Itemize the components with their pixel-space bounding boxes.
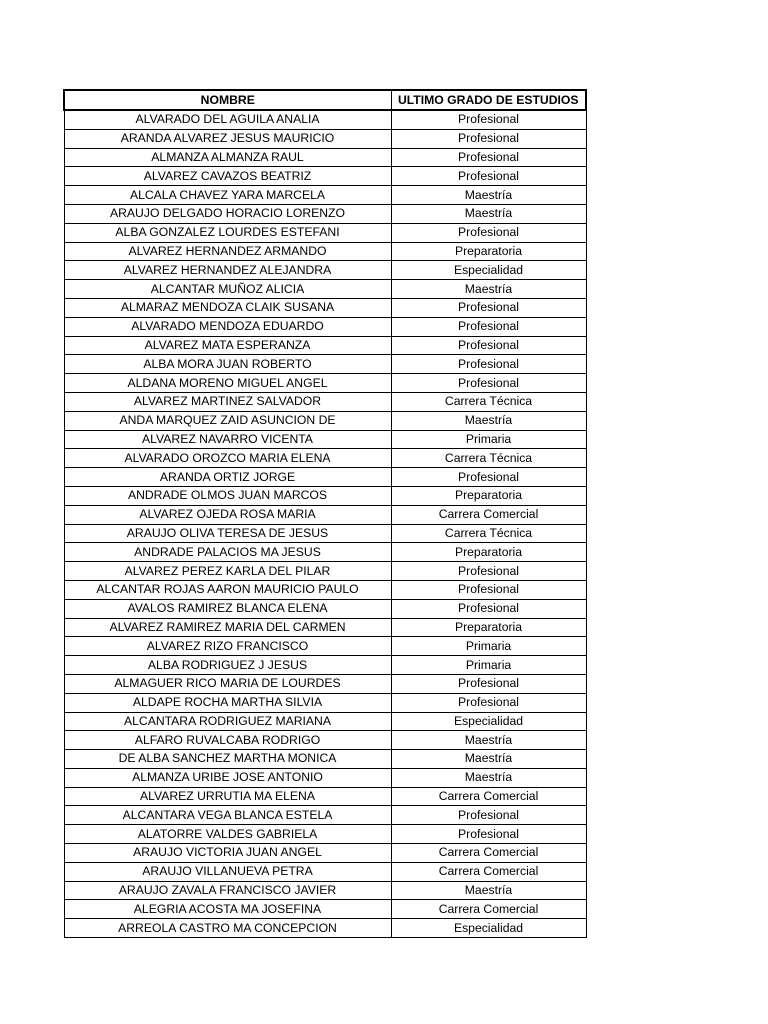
cell-grado-estudios: Profesional — [391, 167, 586, 186]
cell-grado-estudios: Primaria — [391, 430, 586, 449]
cell-nombre: ALVAREZ MARTINEZ SALVADOR — [64, 392, 391, 411]
spreadsheet-page — [63, 89, 585, 938]
header-grado-estudios: ULTIMO GRADO DE ESTUDIOS — [391, 90, 586, 110]
cell-grado-estudios: Profesional — [391, 674, 586, 693]
cell-grado-estudios: Primaria — [391, 637, 586, 656]
table-row — [64, 731, 586, 750]
table-row — [64, 449, 586, 468]
cell-grado-estudios: Carrera Comercial — [391, 505, 586, 524]
cell-nombre: ALDAPE ROCHA MARTHA SILVIA — [64, 693, 391, 712]
table-row — [64, 693, 586, 712]
cell-nombre: ALVAREZ NAVARRO VICENTA — [64, 430, 391, 449]
cell-nombre: ALVARADO DEL AGUILA ANALIA — [64, 110, 391, 129]
table-row — [64, 919, 586, 938]
cell-grado-estudios: Profesional — [391, 298, 586, 317]
cell-nombre: ALCANTARA RODRIGUEZ MARIANA — [64, 712, 391, 731]
table-row — [64, 223, 586, 242]
cell-nombre: ANDRADE PALACIOS MA JESUS — [64, 543, 391, 562]
cell-nombre: ANDRADE OLMOS JUAN MARCOS — [64, 486, 391, 505]
table-row — [64, 468, 586, 487]
cell-nombre: DE ALBA SANCHEZ MARTHA MONICA — [64, 750, 391, 769]
cell-grado-estudios: Profesional — [391, 693, 586, 712]
cell-grado-estudios: Maestría — [391, 768, 586, 787]
cell-nombre: ALVAREZ RAMIREZ MARIA DEL CARMEN — [64, 618, 391, 637]
cell-grado-estudios: Carrera Comercial — [391, 787, 586, 806]
table-row — [64, 674, 586, 693]
header-row — [64, 90, 586, 110]
table-row — [64, 712, 586, 731]
cell-grado-estudios: Maestría — [391, 731, 586, 750]
cell-nombre: ARANDA ORTIZ JORGE — [64, 468, 391, 487]
cell-nombre: ALVAREZ OJEDA ROSA MARIA — [64, 505, 391, 524]
table-row — [64, 900, 586, 919]
cell-nombre: ALEGRIA ACOSTA MA JOSEFINA — [64, 900, 391, 919]
cell-nombre: ALMANZA ALMANZA RAUL — [64, 148, 391, 167]
cell-grado-estudios: Preparatoria — [391, 242, 586, 261]
cell-grado-estudios: Profesional — [391, 336, 586, 355]
cell-nombre: ALMANZA URIBE JOSE ANTONIO — [64, 768, 391, 787]
cell-nombre: ARAUJO VILLANUEVA PETRA — [64, 862, 391, 881]
table-row — [64, 806, 586, 825]
table-row — [64, 411, 586, 430]
table-row — [64, 750, 586, 769]
cell-grado-estudios: Profesional — [391, 562, 586, 581]
cell-nombre: ALVAREZ PEREZ KARLA DEL PILAR — [64, 562, 391, 581]
table-row — [64, 543, 586, 562]
cell-grado-estudios: Preparatoria — [391, 486, 586, 505]
table-row — [64, 355, 586, 374]
cell-nombre: ALVARADO OROZCO MARIA ELENA — [64, 449, 391, 468]
cell-grado-estudios: Profesional — [391, 148, 586, 167]
table-row — [64, 505, 586, 524]
cell-grado-estudios: Profesional — [391, 468, 586, 487]
cell-grado-estudios: Profesional — [391, 825, 586, 844]
cell-grado-estudios: Preparatoria — [391, 543, 586, 562]
table-row — [64, 562, 586, 581]
cell-grado-estudios: Profesional — [391, 129, 586, 148]
table-row — [64, 524, 586, 543]
table-row — [64, 656, 586, 675]
cell-nombre: ALMARAZ MENDOZA CLAIK SUSANA — [64, 298, 391, 317]
cell-grado-estudios: Especialidad — [391, 919, 586, 938]
cell-grado-estudios: Profesional — [391, 806, 586, 825]
cell-nombre: ALVAREZ URRUTIA MA ELENA — [64, 787, 391, 806]
cell-grado-estudios: Maestría — [391, 280, 586, 299]
cell-nombre: ALATORRE VALDES GABRIELA — [64, 825, 391, 844]
cell-nombre: ARAUJO DELGADO HORACIO LORENZO — [64, 204, 391, 223]
cell-nombre: ALVAREZ CAVAZOS BEATRIZ — [64, 167, 391, 186]
cell-nombre: ALFARO RUVALCABA RODRIGO — [64, 731, 391, 750]
cell-nombre: ALCANTAR MUÑOZ ALICIA — [64, 280, 391, 299]
cell-nombre: ALDANA MORENO MIGUEL ANGEL — [64, 374, 391, 393]
cell-nombre: ALBA MORA JUAN ROBERTO — [64, 355, 391, 374]
cell-nombre: ARREOLA CASTRO MA CONCEPCION — [64, 919, 391, 938]
cell-nombre: ALVARADO MENDOZA EDUARDO — [64, 317, 391, 336]
table-row — [64, 148, 586, 167]
table-row — [64, 317, 586, 336]
cell-grado-estudios: Carrera Comercial — [391, 844, 586, 863]
cell-grado-estudios: Especialidad — [391, 712, 586, 731]
cell-nombre: ARAUJO ZAVALA FRANCISCO JAVIER — [64, 881, 391, 900]
table-row — [64, 129, 586, 148]
cell-grado-estudios: Maestría — [391, 411, 586, 430]
cell-grado-estudios: Carrera Comercial — [391, 862, 586, 881]
table-row — [64, 844, 586, 863]
cell-nombre: ALVAREZ MATA ESPERANZA — [64, 336, 391, 355]
cell-grado-estudios: Profesional — [391, 110, 586, 129]
cell-grado-estudios: Maestría — [391, 204, 586, 223]
table-row — [64, 392, 586, 411]
cell-grado-estudios: Primaria — [391, 656, 586, 675]
table-row — [64, 242, 586, 261]
table-row — [64, 787, 586, 806]
cell-grado-estudios: Maestría — [391, 881, 586, 900]
cell-grado-estudios: Profesional — [391, 580, 586, 599]
cell-nombre: AVALOS RAMIREZ BLANCA ELENA — [64, 599, 391, 618]
cell-grado-estudios: Maestría — [391, 750, 586, 769]
table-row — [64, 881, 586, 900]
cell-grado-estudios: Preparatoria — [391, 618, 586, 637]
table-row — [64, 599, 586, 618]
table-row — [64, 167, 586, 186]
table-row — [64, 280, 586, 299]
cell-nombre: ALVAREZ HERNANDEZ ALEJANDRA — [64, 261, 391, 280]
data-table — [63, 89, 587, 938]
cell-nombre: ALBA RODRIGUEZ J JESUS — [64, 656, 391, 675]
table-row — [64, 204, 586, 223]
cell-nombre: ARAUJO VICTORIA JUAN ANGEL — [64, 844, 391, 863]
table-row — [64, 336, 586, 355]
cell-nombre: ANDA MARQUEZ ZAID ASUNCION DE — [64, 411, 391, 430]
table-row — [64, 862, 586, 881]
cell-grado-estudios: Profesional — [391, 374, 586, 393]
table-row — [64, 261, 586, 280]
cell-nombre: ALCALA CHAVEZ YARA MARCELA — [64, 186, 391, 205]
table-row — [64, 374, 586, 393]
table-row — [64, 618, 586, 637]
cell-grado-estudios: Profesional — [391, 317, 586, 336]
cell-nombre: ARANDA ALVAREZ JESUS MAURICIO — [64, 129, 391, 148]
table-row — [64, 637, 586, 656]
cell-grado-estudios: Especialidad — [391, 261, 586, 280]
cell-grado-estudios: Carrera Técnica — [391, 524, 586, 543]
cell-nombre: ALVAREZ HERNANDEZ ARMANDO — [64, 242, 391, 261]
table-body — [64, 110, 586, 938]
cell-grado-estudios: Profesional — [391, 223, 586, 242]
table-row — [64, 110, 586, 129]
table-row — [64, 186, 586, 205]
table-row — [64, 430, 586, 449]
cell-grado-estudios: Carrera Técnica — [391, 449, 586, 468]
cell-grado-estudios: Carrera Técnica — [391, 392, 586, 411]
table-row — [64, 768, 586, 787]
cell-grado-estudios: Maestría — [391, 186, 586, 205]
cell-nombre: ALVAREZ RIZO FRANCISCO — [64, 637, 391, 656]
cell-grado-estudios: Carrera Comercial — [391, 900, 586, 919]
header-nombre: NOMBRE — [64, 90, 391, 110]
cell-grado-estudios: Profesional — [391, 599, 586, 618]
cell-nombre: ARAUJO OLIVA TERESA DE JESUS — [64, 524, 391, 543]
table-row — [64, 825, 586, 844]
table-row — [64, 298, 586, 317]
table-row — [64, 580, 586, 599]
table-row — [64, 486, 586, 505]
cell-nombre: ALCANTAR ROJAS AARON MAURICIO PAULO — [64, 580, 391, 599]
cell-nombre: ALMAGUER RICO MARIA DE LOURDES — [64, 674, 391, 693]
cell-nombre: ALBA GONZALEZ LOURDES ESTEFANI — [64, 223, 391, 242]
cell-nombre: ALCANTARA VEGA BLANCA ESTELA — [64, 806, 391, 825]
cell-grado-estudios: Profesional — [391, 355, 586, 374]
